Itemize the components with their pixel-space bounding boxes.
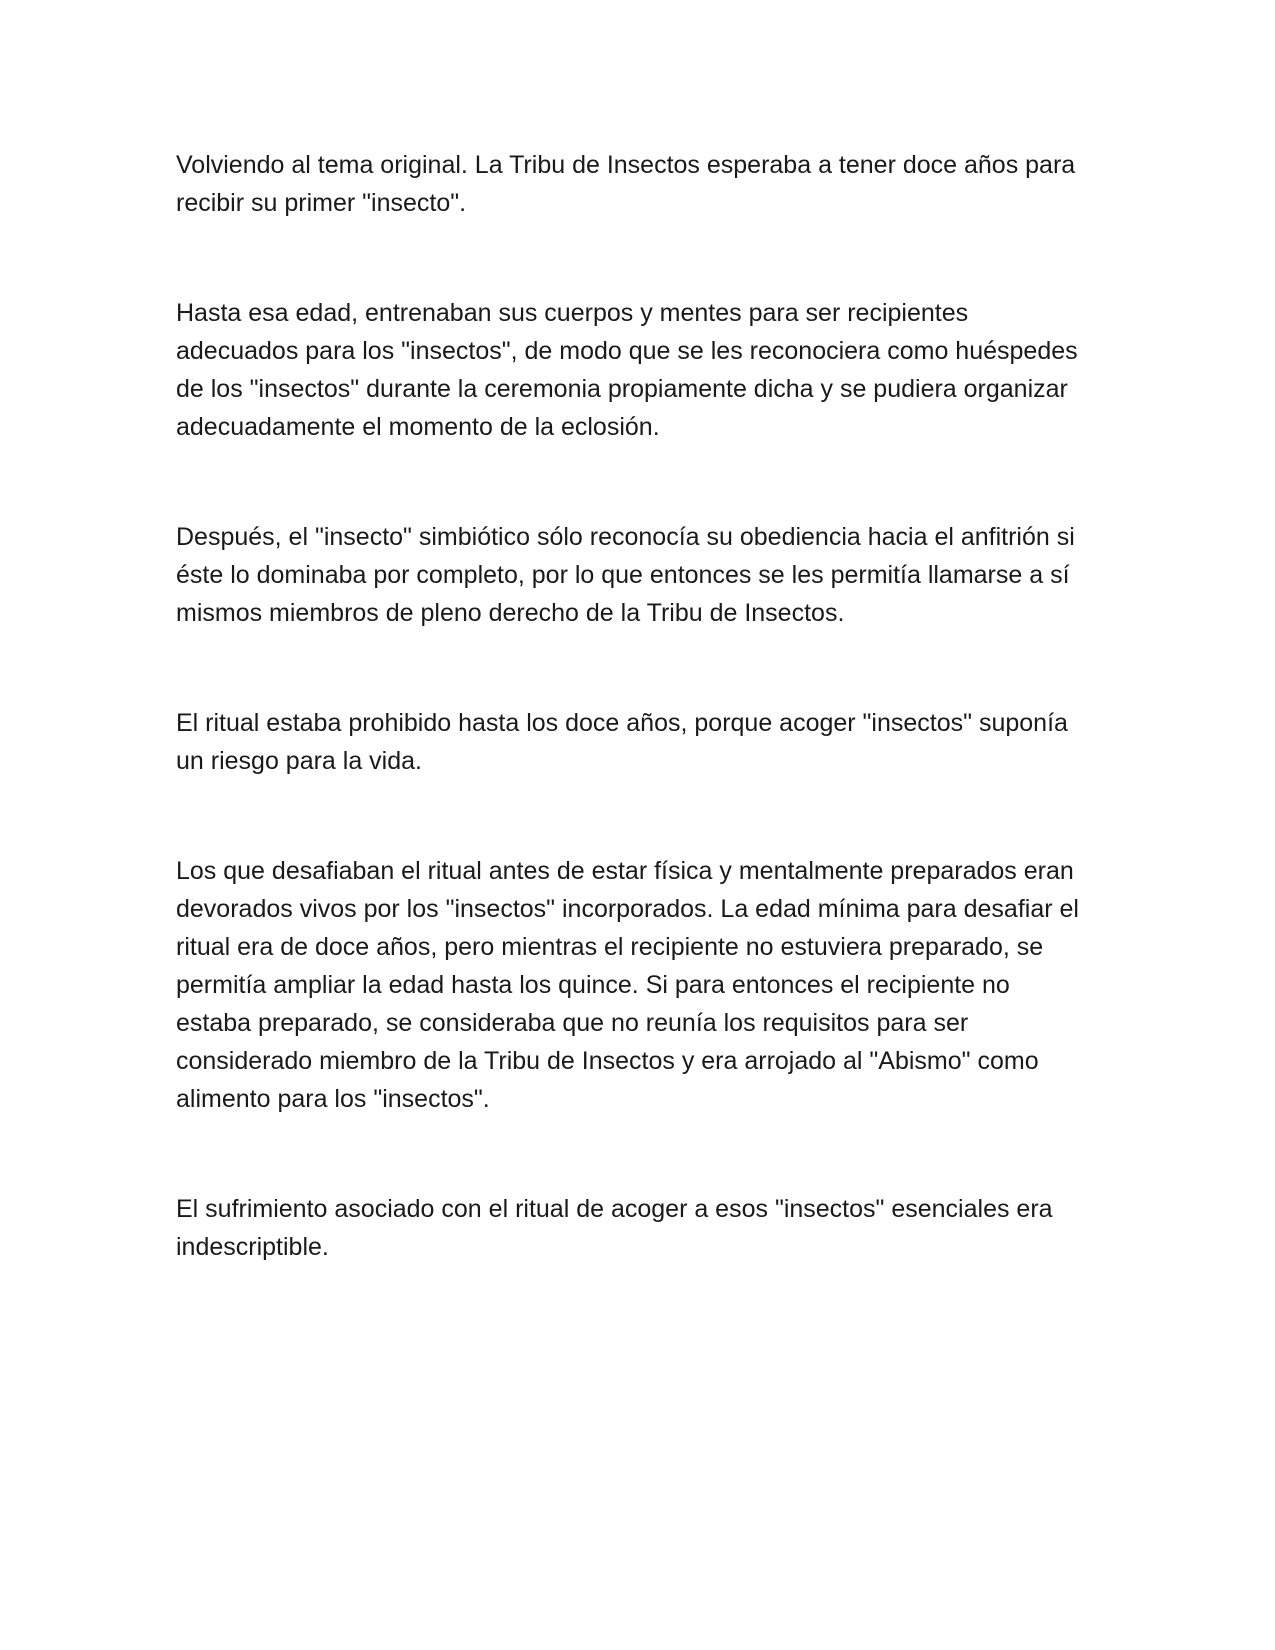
paragraph-2: Hasta esa edad, entrenaban sus cuerpos y mentes para ser recipientes adecuados para los "insectos", de modo que se les reconociera como huéspedes de los "insectos" durante la ceremonia propiamente dicha y se pudiera organizar adecuadamente el momento de la eclosión. xyxy=(176,299,1078,441)
paragraph-4: El ritual estaba prohibido hasta los doce años, porque acoger "insectos" suponía un riesgo para la vida. xyxy=(176,709,1068,775)
paragraph-3: Después, el "insecto" simbiótico sólo reconocía su obediencia hacia el anfitrión si éste lo dominaba por completo, por lo que entonces se les permitía llamarse a sí mismos miembros de pleno derecho de la Tribu de Insectos. xyxy=(176,523,1075,627)
paragraph-1: Volviendo al tema original. La Tribu de Insectos esperaba a tener doce años para recibir su primer "insecto". xyxy=(176,151,1076,217)
document-body xyxy=(176,146,1086,1338)
paragraph-5: Los que desafiaban el ritual antes de estar física y mentalmente preparados eran devorados vivos por los "insectos" incorporados. La edad mínima para desafiar el ritual era de doce años, pero mientras el recipiente no estuviera preparado, se permitía ampliar la edad hasta los quince. Si para entonces el recipiente no estaba preparado, se consideraba que no reunía los requisitos para ser considerado miembro de la Tribu de Insectos y era arrojado al "Abismo" como alimento para los "insectos". xyxy=(176,857,1079,1113)
paragraph-6: El sufrimiento asociado con el ritual de acoger a esos "insectos" esenciales era indescriptible. xyxy=(176,1195,1053,1261)
